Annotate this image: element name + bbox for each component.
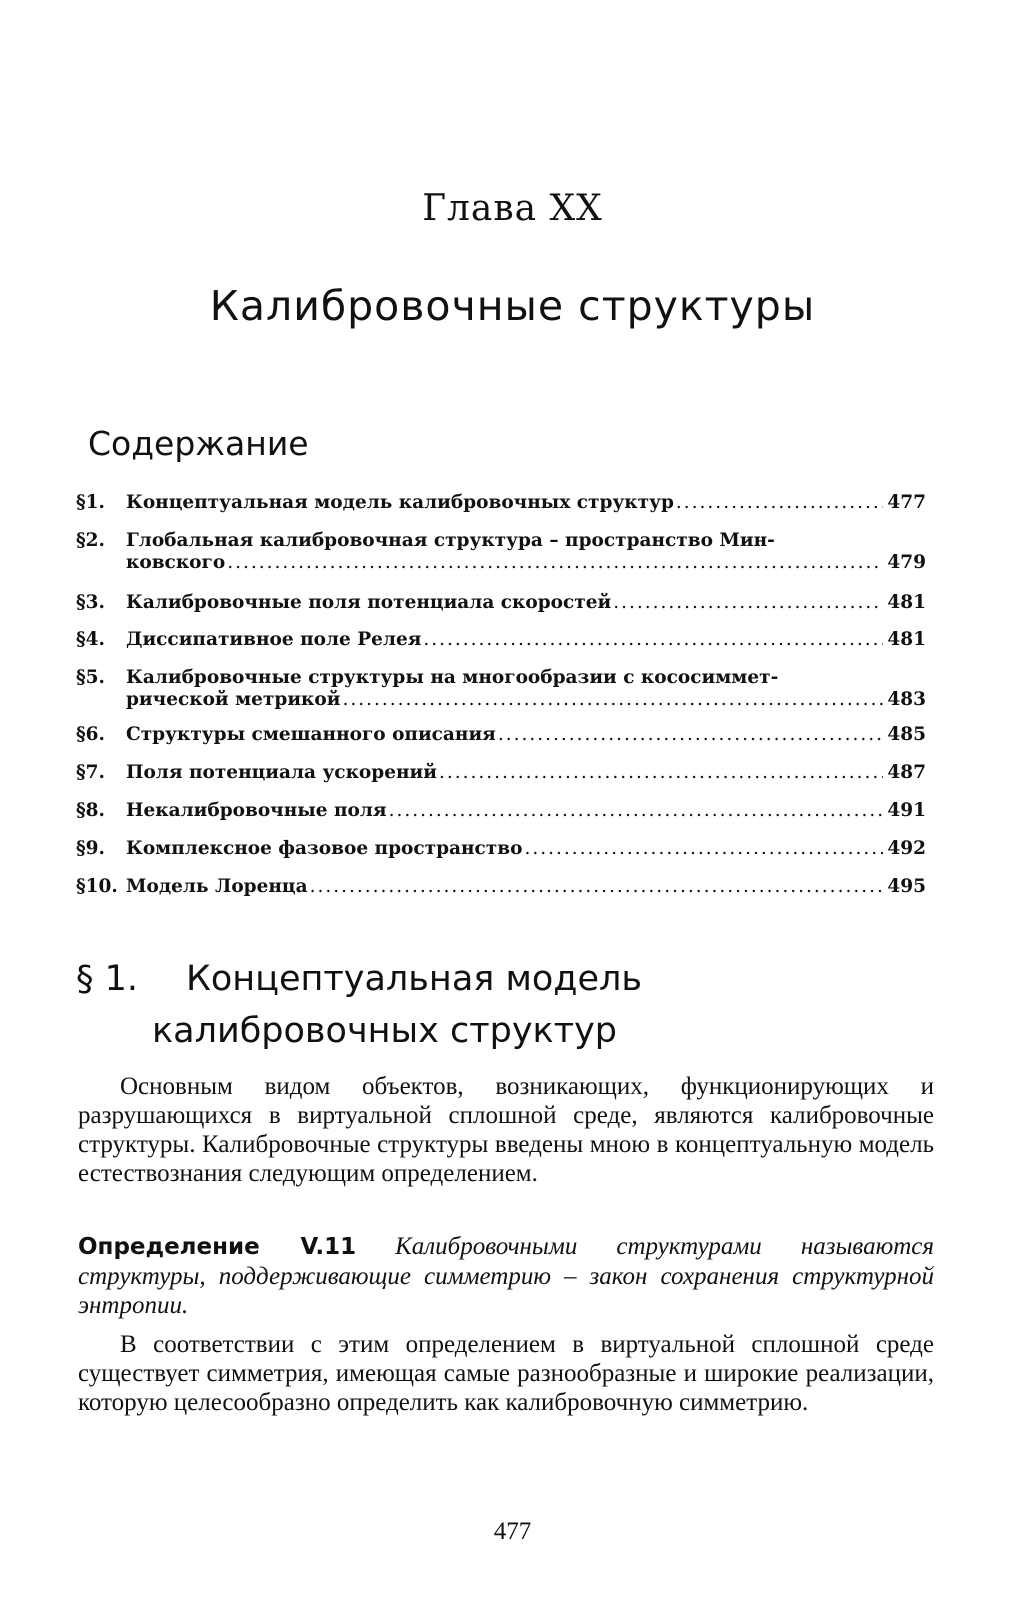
toc-entry-number: §8. — [76, 800, 105, 821]
toc-heading: Содержание — [88, 424, 309, 463]
definition-label: Определение V.11 — [78, 1234, 357, 1260]
toc-entry-number: §10. — [76, 876, 118, 897]
toc-entry-page: 495 — [887, 876, 926, 897]
toc-entry-page: 483 — [887, 689, 926, 710]
toc-entry-page: 481 — [887, 629, 926, 650]
chapter-title: Калибровочные структуры — [209, 282, 816, 330]
toc-entry-title: рической метрикой — [126, 689, 341, 710]
body-paragraph-1: Основным видом объектов, возникающих, функционирующих и разрушающихся в виртуальной сплошной среде, являются калибровочные структуры. Калибровочные структуры введены мною в концептуальную модель естествознания следующим определением. — [78, 1073, 934, 1187]
toc-entry-title-line1: Калибровочные структуры на многообразии с кососиммет- — [126, 667, 779, 688]
toc-entry-page: 481 — [887, 592, 926, 613]
toc-entry-number: §1. — [76, 492, 105, 513]
definition-text: Калибровочными структурами называются структуры, поддерживающие симметрию – закон сохранения структурной энтропии. — [78, 1233, 934, 1319]
toc-entry-number: §3. — [76, 592, 105, 613]
toc-entry-number: §6. — [76, 724, 105, 745]
section-title-line1: Концептуальная модель — [186, 959, 642, 999]
toc-entry-title: Модель Лоренца — [126, 876, 308, 897]
toc-entry-page: 477 — [887, 492, 926, 513]
toc-entry-title: Структуры смешанного описания — [126, 724, 496, 745]
toc-entry-number: §2. — [76, 530, 105, 551]
toc-entry-title-line1: Глобальная калибровочная структура – пространство Мин- — [126, 530, 775, 551]
toc-entry-title: Некалибровочные поля — [126, 800, 387, 821]
definition-block — [78, 1232, 934, 1320]
toc-entry-number: §5. — [76, 667, 105, 688]
toc-entry-number: §7. — [76, 762, 105, 783]
toc-entry-page: 487 — [887, 762, 926, 783]
chapter-label: Глава XX — [422, 188, 603, 229]
section-title-line2: калибровочных структур — [152, 1011, 618, 1051]
body-paragraph-2: В соответствии с этим определением в виртуальной сплошной среде существует симметрия, имеющая самые разнообразные и широкие реализации, которую целесообразно определить как калибровочную симметрию. — [78, 1331, 934, 1416]
toc-entry-title: Комплексное фазовое пространство — [126, 838, 523, 859]
toc-entry-number: §4. — [76, 629, 105, 650]
toc-entry-page: 491 — [887, 800, 926, 821]
toc-entry-title: Диссипативное поле Релея — [126, 629, 422, 650]
toc-entry-title: Калибровочные поля потенциала скоростей — [126, 592, 612, 613]
page-number: 477 — [493, 1518, 532, 1545]
toc-entry-title: ковского — [126, 552, 226, 573]
toc-entry-number: §9. — [76, 838, 105, 859]
toc-entry-page: 479 — [887, 552, 926, 573]
toc-entry-page: 492 — [887, 838, 926, 859]
toc-entry-title: Поля потенциала ускорений — [126, 762, 437, 783]
toc-entry-page: 485 — [887, 724, 926, 745]
toc-entry-title: Концептуальная модель калибровочных структур — [126, 492, 674, 513]
section-number: § 1. — [76, 959, 139, 999]
